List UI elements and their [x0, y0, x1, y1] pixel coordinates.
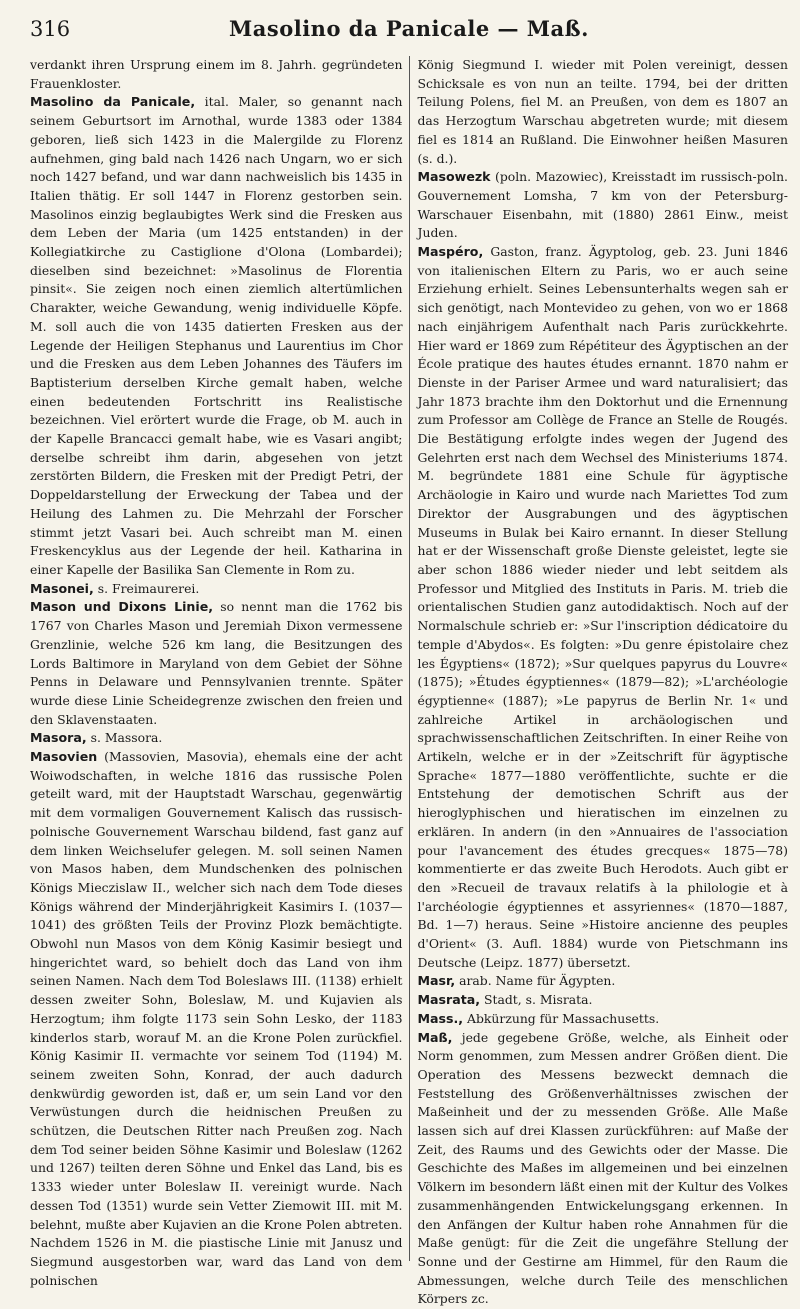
- left-column: [30, 56, 409, 1288]
- dictionary-entry: [418, 1029, 789, 1309]
- dictionary-entry: [30, 598, 403, 729]
- entry-lemma: Maspéro,: [417, 244, 484, 260]
- text-columns: [30, 56, 788, 1307]
- page-number: 316: [30, 17, 71, 41]
- entry-lemma: Masolino da Panicale,: [30, 94, 196, 110]
- entry-lemma: Masrata,: [417, 992, 481, 1008]
- continuation-text: König Siegmund I. wieder mit Polen vereinigt, dessen Schicksale es von nun an teilte. 1794, bei der dritten Teilung Polens, fiel M. an Preußen, von dem es 1807 an das Herzogtum Warschau abgetreten wurde; mit diesem fiel es 1814 an Rußland. Die Einwohner heißen Masuren (s. d.).: [417, 57, 788, 166]
- entry-lemma: Mass.,: [417, 1010, 464, 1026]
- entry-text: (poln. Mazowiec), Kreisstadt im russisch-poln. Gouvernement Lomsha, 7 km von der Petersburg-Warschauer Eisenbahn, mit (1880) 2861 Einw., meist Juden.: [417, 169, 788, 241]
- dictionary-entry: [418, 991, 789, 1010]
- entry-text: Abkürzung für Massachusetts.: [463, 1010, 660, 1026]
- entry-lemma: Masr,: [417, 973, 456, 989]
- entry-text: s. Freimaurerei.: [93, 580, 200, 596]
- entry-lemma: Masonei,: [30, 580, 94, 596]
- dictionary-entry: [418, 243, 789, 972]
- entry-text: Gaston, franz. Ägyptolog, geb. 23. Juni 1846 von italienischen Eltern zu Paris, wo er auch seine Erziehung erhielt. Seines Lebensunterhalts wegen sah er sich genötigt, nach Montevideo zu gehen, von wo er 1868 nach einjährigem Aufenthalt nach Paris zurückkehrte. Hier ward er 1869 zum Répétiteur des Ägyptischen an der École pratique des hautes études ernannt. 1870 nahm er Dienste in der Pariser Armee und ward naturalisiert; das Jahr 1873 brachte ihm den Doktorhut und die Ernennung zum Professor am Collège de France an Stelle de Rougés. Die Bestätigung erfolgte indes wegen der Jugend des Gelehrten erst nach dem Wechsel des Ministeriums 1874. M. begründete 1881 eine Schule für ägyptische Archäologie in Kairo und wurde nach Mariettes Tod zum Direktor der Ausgrabungen und des ägyptischen Museums in Bulak bei Kairo ernannt. In dieser Stellung hat er der Wissenschaft große Dienste geleistet, legte sie aber schon 1886 wieder nieder und lebt seitdem als Professor und Mitglied des Instituts in Paris. M. trieb die orientalischen Studien ganz autodidaktisch. Noch auf der Normalschule schrieb er: »Sur l'inscription dédicatoire du temple d'Abydos«. Es folgten: »Du genre épistolaire chez les Égyptiens« (1872); »Sur quelques papyrus du Louvre« (1875); »Études égyptiennes« (1879—82); »L'archéologie égyptienne« (1887); »Le papyrus de Berlin Nr. 1« und zahlreiche Artikel in archäologischen und sprachwissenschaftlichen Zeitschriften. In einer Reihe von Artikeln, welche er in der »Zeitschrift für ägyptische Sprache« 1877—1880 veröffentlichte, suchte er die Entstehung der demotischen Schrift aus der hieroglyphischen und hieratischen im einzelnen zu erklären. In andern (in den »Annuaires de l'association pour l'avancement des études grecques« 1875—78) kommentierte er das zweite Buch Herodots. Auch gibt er den »Recueil de travaux relatifs à la philologie et à l'archéologie égyptiennes et assyriennes« (1870—1887, Bd. 1—7) heraus. Seine »Histoire ancienne des peuples d'Orient« (3. Aufl. 1884) wurde von Pietschmann ins Deutsche (Leipz. 1877) übersetzt.: [417, 244, 788, 970]
- dictionary-entry: [30, 729, 403, 748]
- entry-text: s. Massora.: [86, 730, 163, 746]
- entry-lemma: Masowezk: [417, 169, 491, 185]
- entry-text: Stadt, s. Misrata.: [480, 992, 593, 1008]
- continuation-text: verdankt ihren Ursprung einem im 8. Jahrh. gegründeten Frauenkloster.: [30, 57, 403, 91]
- dictionary-entry: [30, 580, 403, 599]
- running-head: Masolino da Panicale — Maß.: [229, 16, 589, 41]
- entry-lemma: Masovien: [30, 749, 98, 765]
- dictionary-entry: [418, 1010, 789, 1029]
- entry-lemma: Mason und Dixons Linie,: [30, 599, 214, 615]
- dictionary-entry: [418, 972, 789, 991]
- entry-text: so nennt man die 1762 bis 1767 von Charles Mason und Jeremiah Dixon vermessene Grenzlinie, welche 526 km lang, die Besitzungen des Lords Baltimore in Maryland von dem Gebiet der Söhne Penns in Delaware und Pennsylvanien trennte. Später wurde diese Linie Scheidegrenze zwischen den freien und den Sklavenstaaten.: [30, 599, 403, 727]
- page-header: [30, 16, 788, 56]
- entry-text: arab. Name für Ägypten.: [455, 973, 616, 989]
- right-column: [409, 56, 789, 1307]
- entry-text: jede gegebene Größe, welche, als Einheit oder Norm genommen, zum Messen andrer Größen dient. Die Operation des Messens bezweckt demnach die Feststellung des Größenverhältnisses zwischen der Maßeinheit und der zu messenden Größe. Alle Maße lassen sich auf drei Klassen zurückführen: auf Maße der Zeit, des Raums und des Gewichts oder der Masse. Die Geschichte des Maßes im allgemeinen und bei einzelnen Völkern im besondern läßt einen mit der Kultur des Volkes zusammenhängenden Entwickelungsgang erkennen. In den Anfängen der Kultur haben rohe Annahmen für die Maße genügt: für die Zeit die ungefähre Stellung der Sonne und der Gestirne am Himmel, für den Raum die Abmessungen, welche durch Teile des menschlichen Körpers zc.: [417, 1029, 788, 1307]
- entry-lemma: Masora,: [30, 730, 87, 746]
- dictionary-entry: [30, 93, 403, 579]
- entry-lemma: Maß,: [417, 1029, 453, 1045]
- dictionary-entry: [30, 748, 403, 1290]
- entry-text: (Massovien, Masovia), ehemals eine der acht Woiwodschaften, in welche 1816 das russische Polen geteilt ward, mit der Hauptstadt Warschau, gegenwärtig mit dem vormaligen Gouvernement Kalisch das russisch-polnische Gouvernement Warschau bildend, fast ganz auf dem linken Weichselufer gelegen. M. soll seinen Namen von Masos haben, dem Mundschenken des polnischen Königs Mieczislaw II., welcher sich nach dem Tode dieses Königs während der Minderjährigkeit Kasimirs I. (1037—1041) des größten Teils der Provinz Plozk bemächtigte. Obwohl nun Masos von dem König Kasimir besiegt und hingerichtet ward, so behielt doch das Land von ihm seinen Namen. Nach dem Tod Boleslaws III. (1138) erhielt dessen zweiter Sohn, Boleslaw, M. und Kujavien als Herzogtum; ihm folgte 1173 sein Sohn Lesko, der 1183 kinderlos starb, worauf M. an die Krone Polen zurückfiel. König Kasimir II. vermachte vor seinem Tod (1194) M. seinem zweiten Sohn, Konrad, der auch dadurch denkwürdig geworden ist, daß er, um sein Land vor den Verwüstungen durch die heidnischen Preußen zu schützen, die Deutschen Ritter nach Preußen zog. Nach dem Tod seiner beiden Söhne Kasimir und Boleslaw (1262 und 1267) teilten deren Söhne und Enkel das Land, bis es 1333 wieder unter Boleslaw II. vereinigt wurde. Nach dessen Tod (1351) wurde sein Vetter Ziemowit III. mit M. belehnt, mußte aber Kujavien an die Krone Polen abtreten. Nachdem 1526 in M. die piastische Linie mit Janusz und Siegmund ausgestorben war, ward das Land von dem polnischen: [30, 749, 403, 1288]
- dictionary-entry: [418, 168, 789, 243]
- entry-text: ital. Maler, so genannt nach seinem Geburtsort im Arnothal, wurde 1383 oder 1384 geboren, ließ sich 1423 in die Malergilde zu Florenz aufnehmen, ging bald nach 1426 nach Ungarn, wo er sich noch 1427 befand, und war dann nachweislich bis 1435 in Italien thätig. Er soll 1447 in Florenz gestorben sein. Masolinos einzig beglaubigtes Werk sind die Fresken aus dem Leben der Maria (um 1425 entstanden) in der Kollegiatkirche zu Castiglione d'Olona (Lombardei); dieselben sind bezeichnet: »Masolinus de Florentia pinsit«. Sie zeigen noch einen ziemlich altertümlichen Charakter, weiche Gewandung, wenig individuelle Köpfe. M. soll auch die von 1435 datierten Fresken aus der Legende der Heiligen Stephanus und Laurentius im Chor und die Fresken aus dem Leben Johannes des Täufers im Baptisterium derselben Kirche gemalt haben, welche einen bedeutenden Fortschritt ins Realistische bezeichnen. Viel erörtert wurde die Frage, ob M. auch in der Kapelle Brancacci gemalt habe, wie es Vasari angibt; derselbe schreibt ihm darin, abgesehen von jetzt zerstörten Bildern, die Fresken mit der Predigt Petri, der Doppeldarstellung der Erweckung der Tabea und der Heilung des Lahmen zu. Die Mehrzahl der Forscher stimmt jetzt Vasari bei. Auch schreibt man M. einen Freskencyklus aus der Legende der heil. Katharina in einer Kapelle der Basilika San Clemente in Rom zu.: [30, 94, 403, 577]
